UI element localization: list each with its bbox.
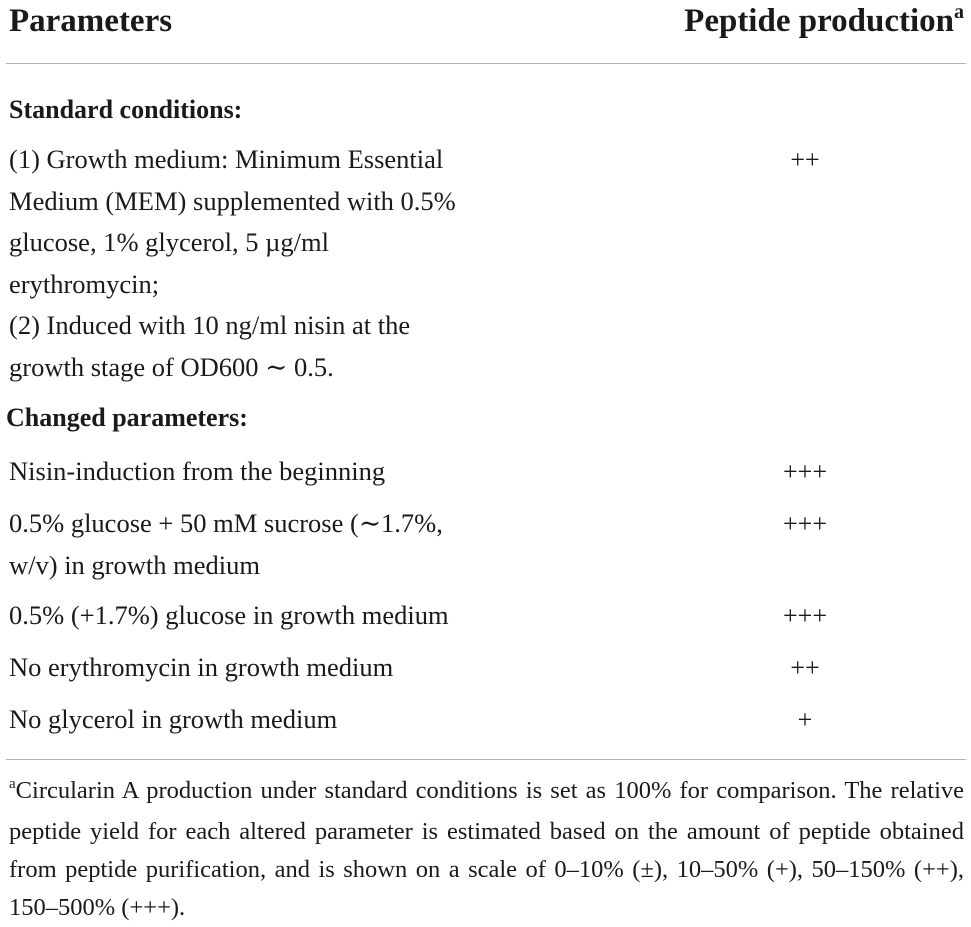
header-rule: [6, 63, 966, 64]
standard-line: erythromycin;: [9, 268, 160, 299]
changed-parameter: No glycerol in growth medium: [9, 704, 338, 734]
footnote-marker: a: [9, 776, 16, 792]
changed-parameter: 0.5% glucose + 50 mM sucrose (∼1.7%,: [9, 508, 443, 538]
production-value: +++: [783, 509, 827, 538]
production-value: +++: [783, 601, 827, 630]
header-peptide-production: [684, 1, 964, 45]
changed-parameter: 0.5% (+1.7%) glucose in growth medium: [9, 600, 449, 630]
table-header: [9, 0, 964, 44]
changed-parameter-cont: w/v) in growth medium: [9, 549, 260, 580]
standard-line: Medium (MEM) supplemented with 0.5%: [9, 185, 456, 216]
footnote-marker: a: [954, 1, 964, 23]
section-changed-parameters: Changed parameters:: [6, 403, 248, 432]
standard-line: growth stage of OD600 ∼ 0.5.: [9, 351, 334, 382]
footnote-text: Circularin A production under standard conditions is set as 100% for comparison. The relative peptide yield for each altered parameter is estimated based on the amount of peptide obtained from peptide purification, and is shown on a scale of 0–10% (±), 10–50% (+), 50–150% (++), 150–500% (+++).: [9, 777, 964, 921]
production-value: ++: [790, 653, 820, 682]
table-footnote: [9, 772, 964, 927]
footer-rule: [6, 759, 966, 760]
changed-parameter: No erythromycin in growth medium: [9, 652, 394, 682]
standard-line: glucose, 1% glycerol, 5 µg/ml: [9, 227, 329, 257]
header-peptide-production-label: Peptide production: [684, 3, 954, 39]
production-value: +++: [783, 457, 827, 486]
header-parameters: Parameters: [9, 3, 173, 39]
changed-parameter: Nisin-induction from the beginning: [9, 456, 386, 486]
standard-production-value: ++: [790, 145, 820, 174]
standard-line: (2) Induced with 10 ng/ml nisin at the: [9, 310, 411, 340]
production-value: +: [797, 705, 813, 734]
standard-line: (1) Growth medium: Minimum Essential: [9, 144, 444, 174]
section-standard-conditions: Standard conditions:: [9, 95, 243, 124]
